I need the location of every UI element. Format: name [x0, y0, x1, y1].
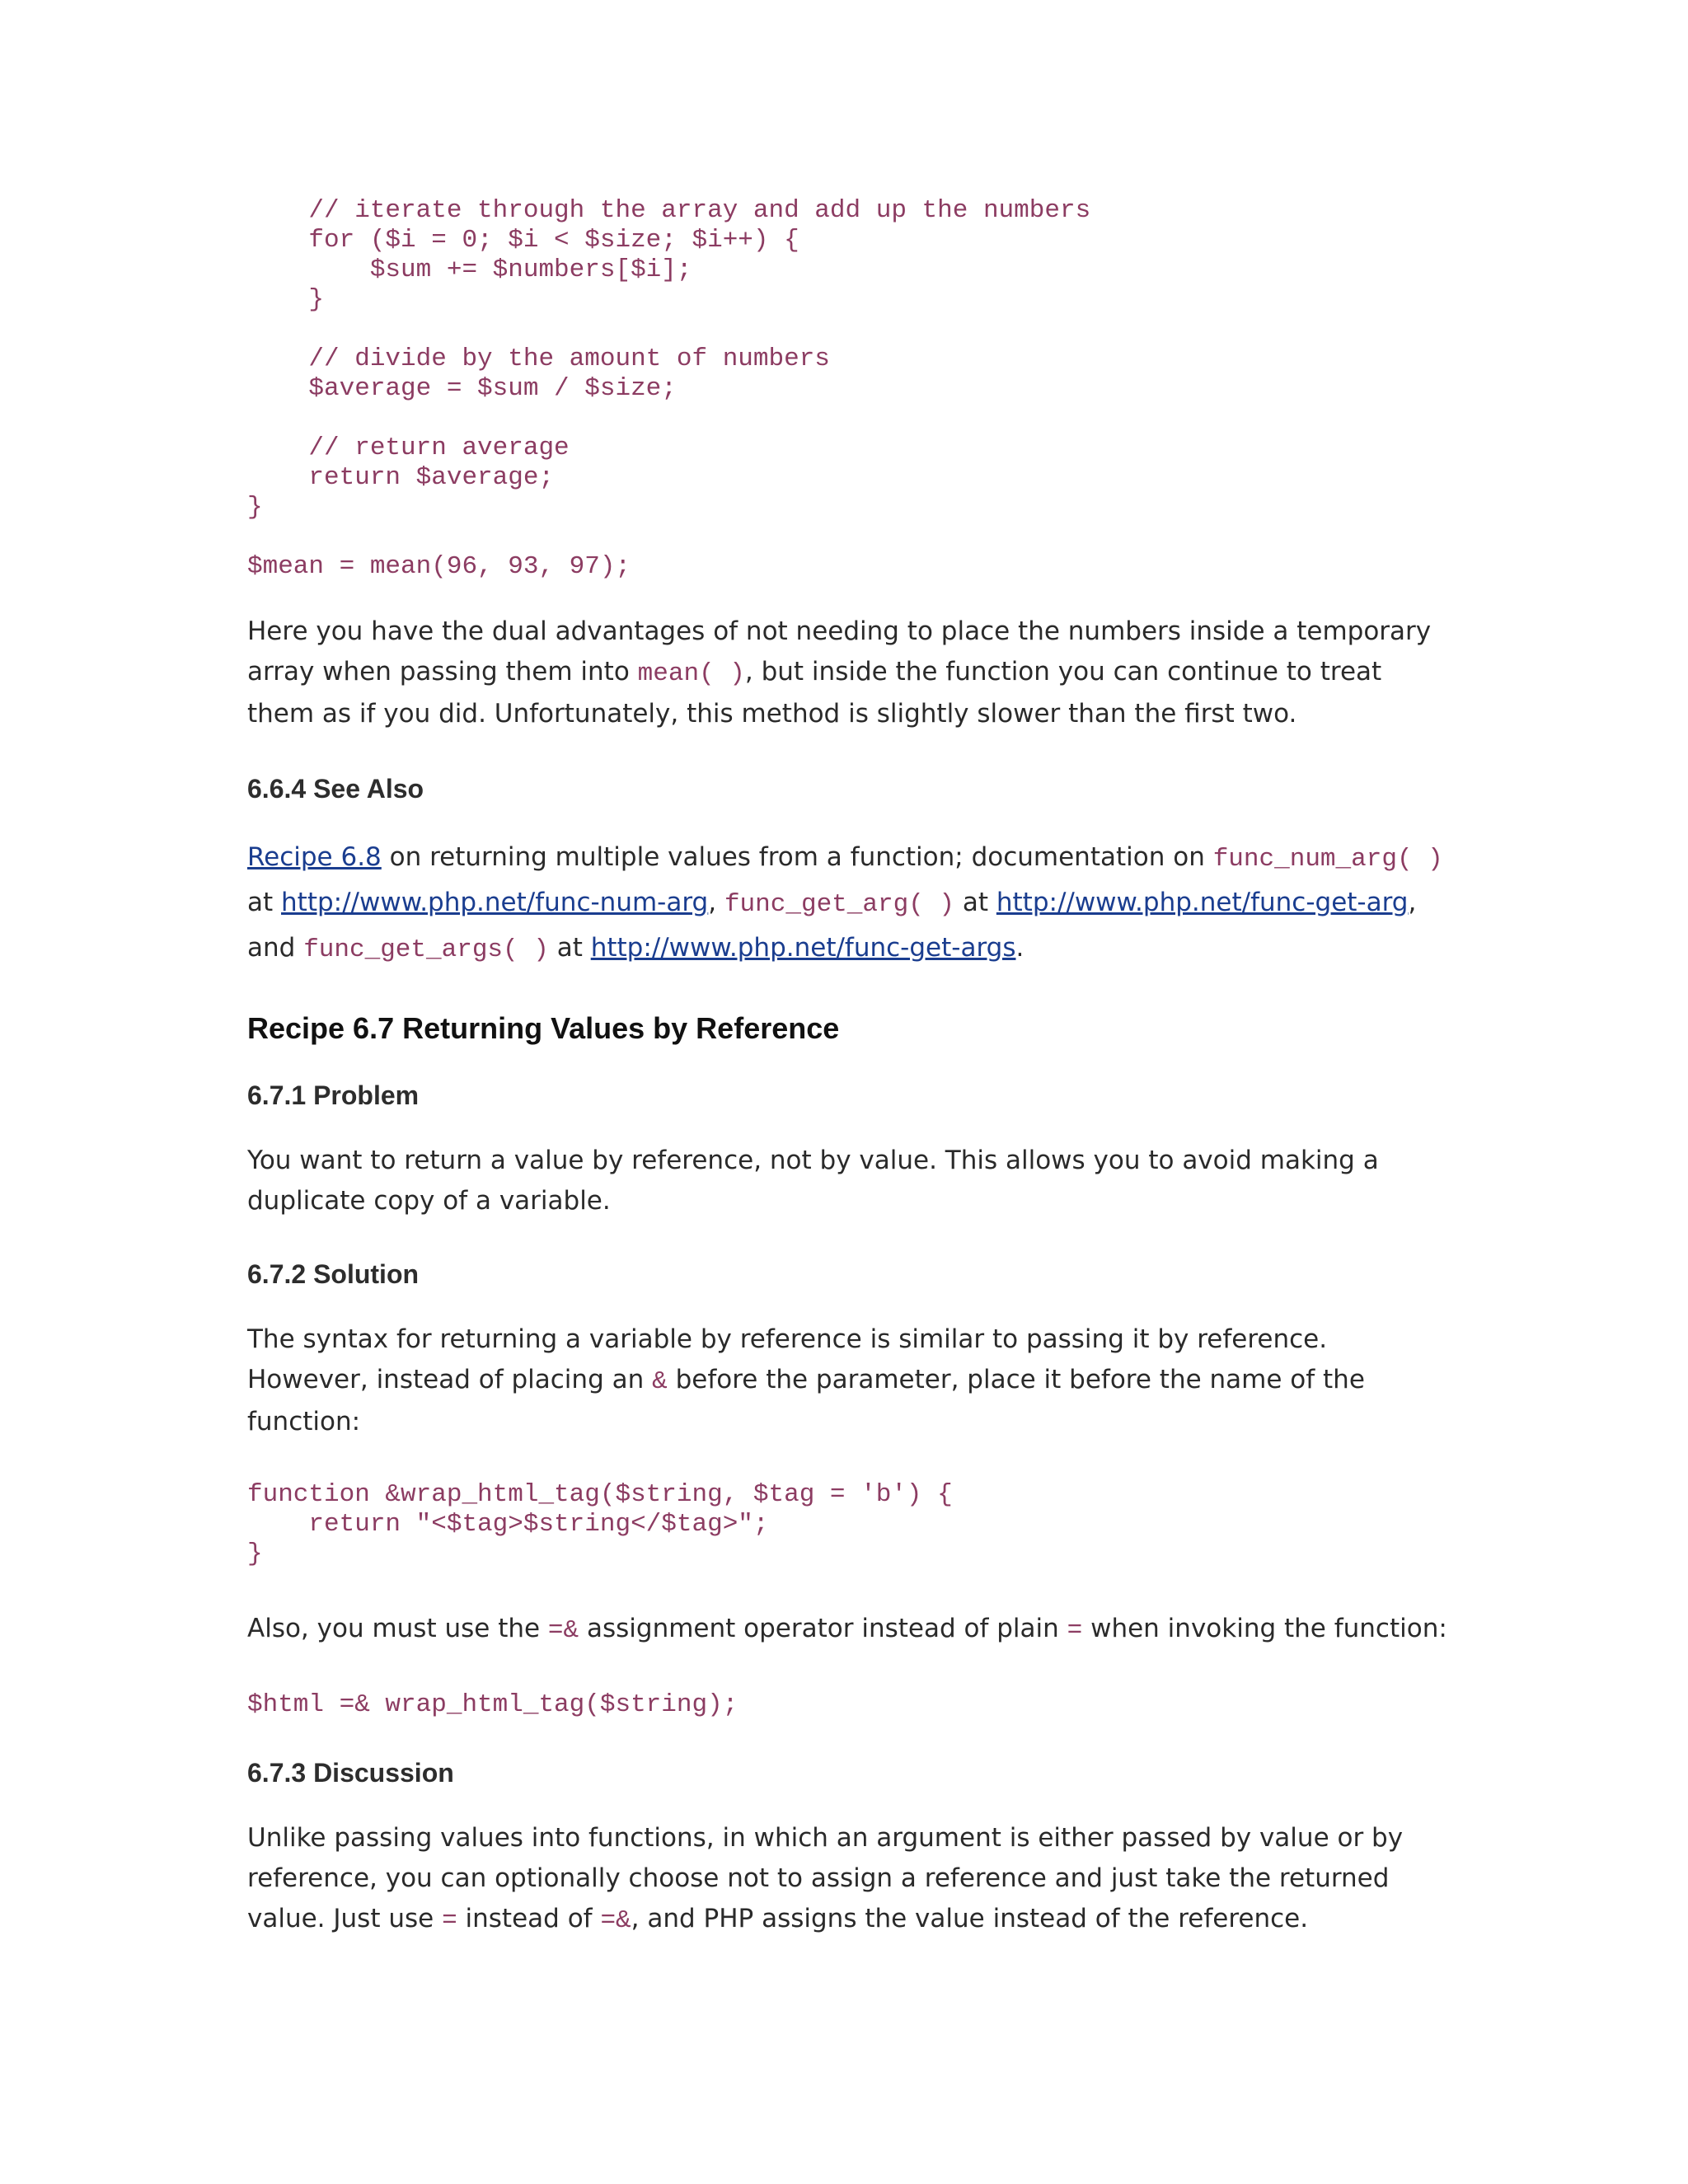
text-run: The syntax for returning a variable by reference is similar to passing it by reference. However, instead of placing an	[247, 1324, 1328, 1394]
text-run: when invoking the function:	[1082, 1614, 1447, 1643]
code-line-blank	[247, 404, 1451, 434]
heading-see-also: 6.6.4 See Also	[247, 774, 424, 804]
paragraph-see-also	[247, 836, 1451, 972]
text-run: at	[954, 888, 996, 917]
inline-code-ref-assign: =&	[547, 1616, 579, 1645]
link-func-get-arg[interactable]: http://www.php.net/func-get-arg	[996, 888, 1409, 917]
text-run: at	[548, 933, 591, 963]
text-run: before the parameter, place it before the name of the function:	[247, 1365, 1365, 1436]
paragraph-mean-advantages	[247, 612, 1451, 734]
inline-code-assign: =	[442, 1906, 457, 1935]
inline-code-ampersand: &	[652, 1367, 668, 1396]
code-line: function &wrap_html_tag($string, $tag = 'b') {	[247, 1480, 953, 1509]
link-func-num-arg[interactable]: http://www.php.net/func-num-arg	[281, 888, 709, 917]
heading-discussion: 6.7.3 Discussion	[247, 1758, 454, 1788]
inline-code-assign: =	[1067, 1616, 1083, 1645]
text-run: on returning multiple values from a function; documentation on	[381, 842, 1213, 872]
link-func-get-args[interactable]: http://www.php.net/func-get-args	[590, 933, 1016, 963]
inline-code-ref-assign: =&	[600, 1906, 631, 1935]
text-run: Unlike passing values into functions, in which an argument is either passed by value or by reference, you can optionally choose not to assign a reference and just take the returned value. Just use	[247, 1823, 1404, 1933]
code-line: // return average	[247, 434, 570, 462]
code-line: $html =& wrap_html_tag($string);	[247, 1690, 738, 1719]
code-line: // iterate through the array and add up the numbers	[247, 196, 1091, 225]
code-block-html-assign	[247, 1690, 1451, 1720]
code-block-wrap-html-tag	[247, 1480, 1451, 1569]
text-run: Here you have the dual advantages of not needing to place the numbers inside a temporary array when passing them into	[247, 616, 1432, 687]
code-line: $mean = mean(96, 93, 97);	[247, 552, 631, 581]
inline-code-func-get-arg: func_get_arg( )	[724, 890, 954, 919]
paragraph-assignment-operator	[247, 1609, 1451, 1651]
text-run: .	[1015, 933, 1025, 963]
inline-code-func-get-args: func_get_args( )	[303, 935, 549, 964]
text-run: Also, you must use the	[247, 1614, 548, 1643]
text-run: ,	[708, 888, 724, 917]
inline-code-mean: mean( )	[637, 659, 745, 688]
code-line-blank	[247, 523, 1451, 552]
code-block-mean-function	[247, 196, 1451, 582]
text-run: , and PHP assigns the value instead of the reference.	[631, 1904, 1309, 1933]
code-line: for ($i = 0; $i < $size; $i++) {	[247, 226, 799, 255]
text-run: assignment operator instead of plain	[579, 1614, 1067, 1643]
text-run: instead of	[457, 1904, 601, 1933]
text-run: at	[247, 888, 282, 917]
heading-solution: 6.7.2 Solution	[247, 1259, 420, 1289]
heading-problem: 6.7.1 Problem	[247, 1080, 420, 1110]
code-line: }	[247, 493, 263, 522]
code-line: // divide by the amount of numbers	[247, 344, 830, 373]
paragraph-discussion	[247, 1818, 1451, 1941]
paragraph-solution	[247, 1319, 1451, 1442]
heading-recipe-6-7: Recipe 6.7 Returning Values by Reference	[247, 1011, 840, 1045]
code-line: $sum += $numbers[$i];	[247, 255, 692, 284]
code-line: }	[247, 1540, 263, 1568]
code-line-blank	[247, 315, 1451, 344]
code-line: }	[247, 285, 325, 314]
inline-code-func-num-arg: func_num_arg( )	[1212, 845, 1443, 874]
link-recipe-6-8[interactable]: Recipe 6.8	[247, 842, 382, 872]
paragraph-problem: You want to return a value by reference, not by value. This allows you to avoid making a duplicate copy of a variable.	[247, 1146, 1379, 1216]
code-line: return "<$tag>$string</$tag>";	[247, 1510, 769, 1539]
code-line: $average = $sum / $size;	[247, 374, 677, 403]
document-page	[247, 196, 1451, 1941]
text-run: , but inside the function you can continue to treat them as if you did. Unfortunately, this method is slightly slower than the first two.	[247, 657, 1382, 729]
text-run: , and	[247, 888, 1417, 963]
code-line: return $average;	[247, 463, 555, 492]
